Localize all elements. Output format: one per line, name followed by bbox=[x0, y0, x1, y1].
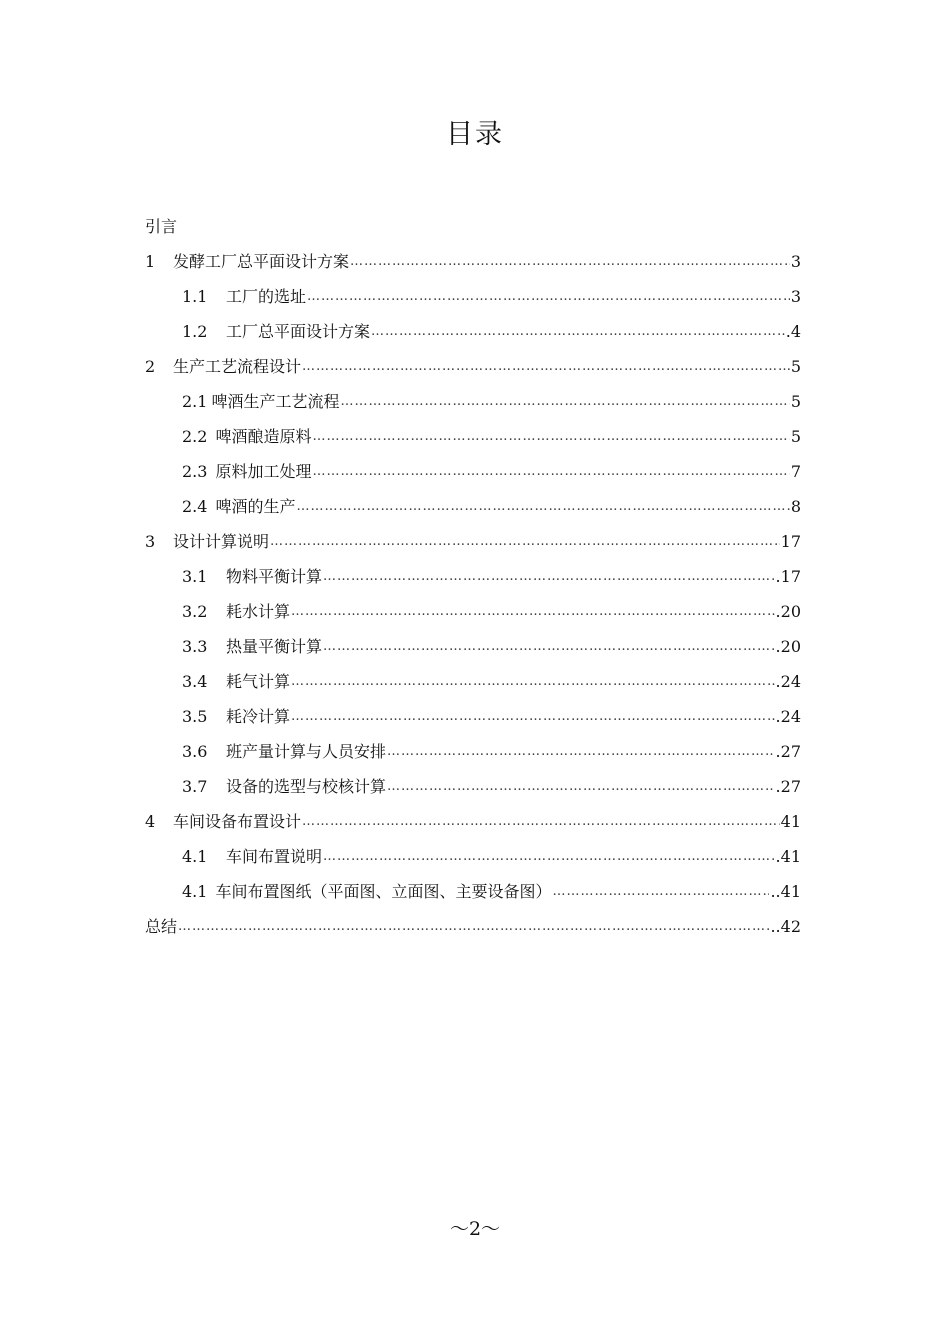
toc-label: 啤酒生产工艺流程 bbox=[211, 392, 340, 411]
toc-page-number: 3 bbox=[790, 252, 801, 271]
toc-page-number: ..41 bbox=[770, 882, 801, 901]
page-title: 目录 bbox=[446, 119, 504, 150]
toc-page-number: .27 bbox=[775, 777, 801, 796]
toc-label: 耗水计算 bbox=[226, 602, 291, 621]
toc-entry[interactable] bbox=[145, 517, 801, 552]
toc-leader-dots bbox=[312, 427, 789, 447]
table-of-contents bbox=[145, 202, 801, 937]
toc-number: 2.3 bbox=[182, 462, 208, 481]
toc-number: 4 bbox=[145, 812, 156, 831]
toc-page-number: 41 bbox=[780, 812, 801, 831]
toc-number: 1.1 bbox=[182, 287, 208, 306]
toc-label: 耗冷计算 bbox=[226, 707, 291, 726]
toc-number: 4.1 bbox=[182, 847, 208, 866]
toc-number: 3.6 bbox=[182, 742, 208, 761]
toc-number: 2.2 bbox=[182, 427, 208, 446]
page-number-footer: ～2～ bbox=[449, 1218, 501, 1240]
toc-number: 1.2 bbox=[182, 322, 208, 341]
toc-page-number: .27 bbox=[775, 742, 801, 761]
toc-label: 班产量计算与人员安排 bbox=[226, 742, 387, 761]
toc-leader-dots bbox=[387, 777, 775, 797]
toc-label: 设备的选型与校核计算 bbox=[226, 777, 387, 796]
toc-page-number: ..42 bbox=[770, 917, 801, 936]
toc-label: 总结 bbox=[145, 917, 178, 936]
toc-label: 车间设备布置设计 bbox=[173, 812, 302, 831]
toc-label: 工厂总平面设计方案 bbox=[226, 322, 371, 341]
toc-leader-dots bbox=[291, 602, 775, 622]
toc-page-number: 7 bbox=[790, 462, 801, 481]
toc-leader-dots bbox=[323, 847, 775, 867]
toc-entry[interactable] bbox=[145, 657, 801, 692]
toc-number: 2 bbox=[145, 357, 156, 376]
toc-label: 引言 bbox=[145, 217, 178, 236]
toc-leader-dots bbox=[291, 707, 775, 727]
toc-entry[interactable] bbox=[145, 307, 801, 342]
toc-number: 3.2 bbox=[182, 602, 208, 621]
toc-leader-dots bbox=[291, 672, 775, 692]
toc-leader-dots bbox=[270, 532, 780, 552]
toc-page-number: 5 bbox=[790, 392, 801, 411]
toc-leader-dots bbox=[371, 322, 785, 342]
toc-number: 3.7 bbox=[182, 777, 208, 796]
toc-label: 发酵工厂总平面设计方案 bbox=[173, 252, 350, 271]
toc-number: 2.4 bbox=[182, 497, 208, 516]
toc-number: 3.4 bbox=[182, 672, 208, 691]
toc-number: 4.1 bbox=[182, 882, 208, 901]
toc-label: 热量平衡计算 bbox=[226, 637, 323, 656]
toc-entry-intro[interactable] bbox=[145, 202, 801, 237]
toc-entry[interactable] bbox=[145, 552, 801, 587]
toc-label: 设计计算说明 bbox=[173, 532, 270, 551]
toc-entry[interactable] bbox=[145, 797, 801, 832]
toc-entry[interactable] bbox=[145, 377, 801, 412]
toc-entry[interactable] bbox=[145, 342, 801, 377]
toc-label: 车间布置图纸（平面图、立面图、主要设备图） bbox=[215, 882, 552, 901]
toc-number: 3.1 bbox=[182, 567, 208, 586]
toc-leader-dots bbox=[178, 917, 769, 937]
toc-page-number: .41 bbox=[775, 847, 801, 866]
toc-number: 1 bbox=[145, 252, 156, 271]
toc-leader-dots bbox=[350, 252, 790, 272]
toc-entry[interactable] bbox=[145, 482, 801, 517]
toc-label: 啤酒酿造原料 bbox=[215, 427, 312, 446]
toc-leader-dots bbox=[323, 637, 775, 657]
toc-leader-dots bbox=[302, 812, 780, 832]
toc-entry[interactable] bbox=[145, 447, 801, 482]
toc-page-number: .4 bbox=[785, 322, 801, 341]
toc-page-number: .20 bbox=[775, 637, 801, 656]
toc-label: 物料平衡计算 bbox=[226, 567, 323, 586]
toc-entry[interactable] bbox=[145, 727, 801, 762]
toc-number: 3.5 bbox=[182, 707, 208, 726]
toc-page-number: 8 bbox=[790, 497, 801, 516]
toc-page-number: .20 bbox=[775, 602, 801, 621]
toc-page-number: .24 bbox=[775, 672, 801, 691]
toc-number: 3.3 bbox=[182, 637, 208, 656]
toc-entry[interactable] bbox=[145, 762, 801, 797]
toc-label: 啤酒的生产 bbox=[215, 497, 296, 516]
toc-page-number: 17 bbox=[780, 532, 801, 551]
toc-leader-dots bbox=[323, 567, 775, 587]
toc-leader-dots bbox=[302, 357, 790, 377]
toc-leader-dots bbox=[296, 497, 789, 517]
toc-page-number: 5 bbox=[790, 357, 801, 376]
toc-leader-dots bbox=[387, 742, 775, 762]
toc-leader-dots bbox=[312, 462, 789, 482]
toc-entry-summary[interactable] bbox=[145, 902, 801, 937]
toc-entry[interactable] bbox=[145, 272, 801, 307]
toc-entry[interactable] bbox=[145, 867, 801, 902]
toc-label: 原料加工处理 bbox=[215, 462, 312, 481]
toc-label: 生产工艺流程设计 bbox=[173, 357, 302, 376]
toc-entry[interactable] bbox=[145, 692, 801, 727]
toc-entry[interactable] bbox=[145, 622, 801, 657]
toc-label: 车间布置说明 bbox=[226, 847, 323, 866]
toc-entry[interactable] bbox=[145, 412, 801, 447]
toc-entry[interactable] bbox=[145, 832, 801, 867]
toc-label: 工厂的选址 bbox=[226, 287, 307, 306]
toc-page-number: 5 bbox=[790, 427, 801, 446]
toc-page-number: .24 bbox=[775, 707, 801, 726]
toc-entry[interactable] bbox=[145, 587, 801, 622]
toc-leader-dots bbox=[340, 392, 789, 412]
toc-label: 耗气计算 bbox=[226, 672, 291, 691]
toc-number: 2.1 bbox=[182, 392, 208, 411]
toc-page-number: .17 bbox=[775, 567, 801, 586]
toc-entry[interactable] bbox=[145, 237, 801, 272]
toc-page-number: 3 bbox=[790, 287, 801, 306]
toc-number: 3 bbox=[145, 532, 156, 551]
toc-leader-dots bbox=[307, 287, 790, 307]
toc-leader-dots bbox=[552, 882, 769, 902]
